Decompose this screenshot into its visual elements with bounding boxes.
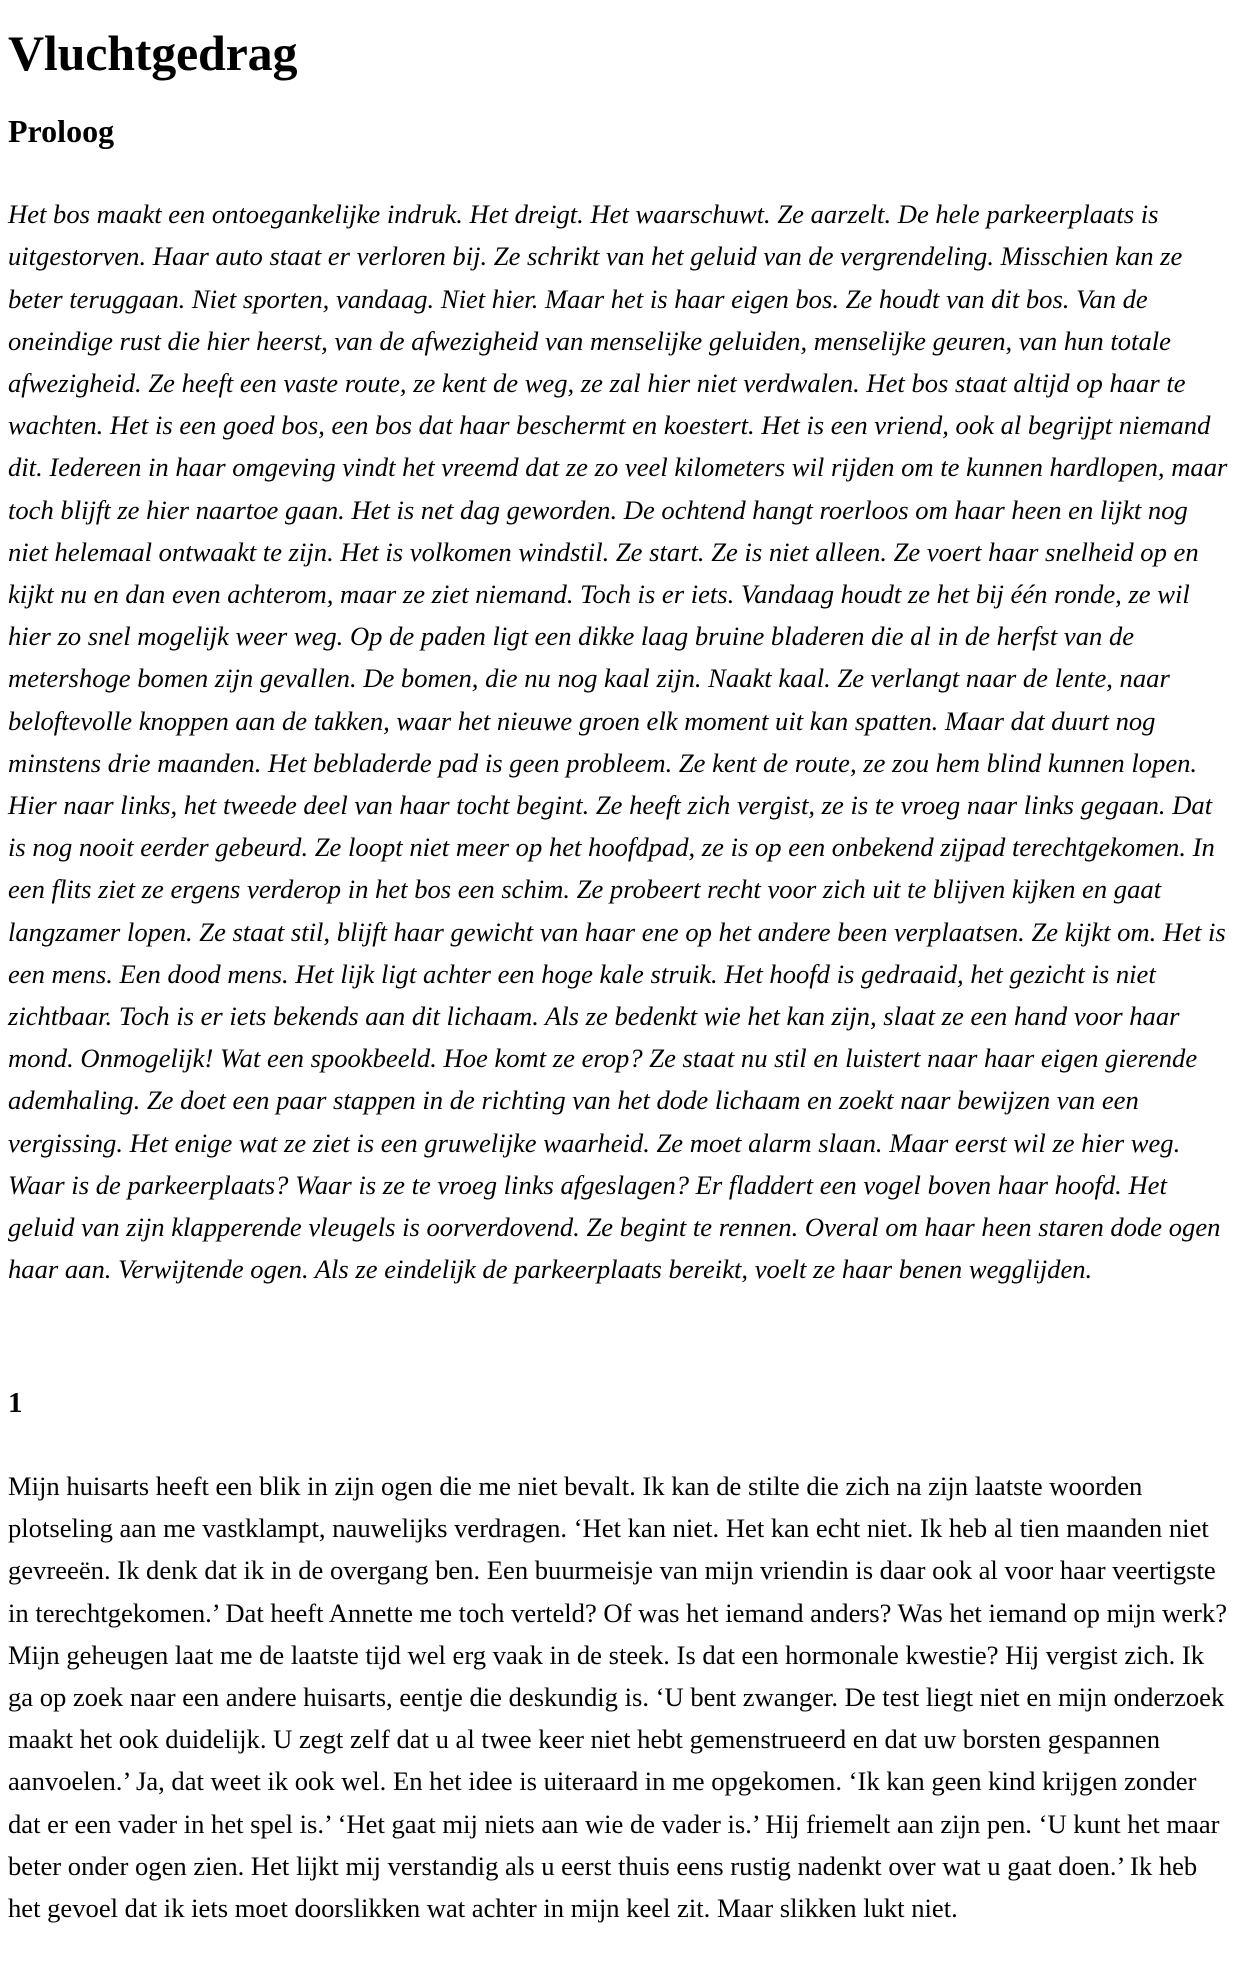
chapter-one-heading: 1 xyxy=(8,1387,23,1420)
chapter-one-paragraph: Mijn huisarts heeft een blik in zijn ogen die me niet bevalt. Ik kan de stilte die zich na zijn laatste woorden plotseling aan me vastklampt, nauwelijks verdragen. ‘Het kan niet. Het kan echt niet. Ik heb al tien maanden niet gevreeën. Ik denk dat ik in de overgang ben. Een buurmeisje van mijn vriendin is daar ook al voor haar veertigste in terechtgekomen.’ Dat heeft Annette me toch verteld? Of was het iemand anders? Was het iemand op mijn werk? Mijn geheugen laat me de laatste tijd wel erg vaak in de steek. Is dat een hormonale kwestie? Hij vergist zich. Ik ga op zoek naar een andere huisarts, eentje die deskundig is. ‘U bent zwanger. De test liegt niet en mijn onderzoek maakt het ook duidelijk. U zegt zelf dat u al twee keer niet hebt gemenstrueerd en dat uw borsten gespannen aanvoelen.’ Ja, dat weet ik ook wel. En het idee is uiteraard in me opgekomen. ‘Ik kan geen kind krijgen zonder dat er een vader in het spel is.’ ‘Het gaat mij niets aan wie de vader is.’ Hij friemelt aan zijn pen. ‘U kunt het maar beter onder ogen zien. Het lijkt mij verstandig als u eerst thuis eens rustig nadenkt over wat u gaat doen.’ Ik heb het gevoel dat ik iets moet doorslikken wat achter in mijn keel zit. Maar slikken lukt niet. xyxy=(8,1470,1227,1923)
prologue-heading: Proloog xyxy=(8,113,115,149)
prologue-paragraph: Het bos maakt een ontoegankelijke indruk. Het dreigt. Het waarschuwt. Ze aarzelt. De hele parkeerplaats is uitgestorven. Haar auto staat er verloren bij. Ze schrikt van het geluid van de vergrendeling. Misschien kan ze beter teruggaan. Niet sporten, vandaag. Niet hier. Maar het is haar eigen bos. Ze houdt van dit bos. Van de oneindige rust die hier heerst, van de afwezigheid van menselijke geluiden, menselijke geuren, van hun totale afwezigheid. Ze heeft een vaste route, ze kent de weg, ze zal hier niet verdwalen. Het bos staat altijd op haar te wachten. Het is een goed bos, een bos dat haar beschermt en koestert. Het is een vriend, ook al begrijpt niemand dit. Iedereen in haar omgeving vindt het vreemd dat ze zo veel kilometers wil rijden om te kunnen hardlopen, maar toch blijft ze hier naartoe gaan. Het is net dag geworden. De ochtend hangt roerloos om haar heen en lijkt nog niet helemaal ontwaakt te zijn. Het is volkomen windstil. Ze start. Ze is niet alleen. Ze voert haar snelheid op en kijkt nu en dan even achterom, maar ze ziet niemand. Toch is er iets. Vandaag houdt ze het bij één ronde, ze wil hier zo snel mogelijk weer weg. Op de paden ligt een dikke laag bruine bladeren die al in de herfst van de metershoge bomen zijn gevallen. De bomen, die nu nog kaal zijn. Naakt kaal. Ze verlangt naar de lente, naar beloftevolle knoppen aan de takken, waar het nieuwe groen elk moment uit kan spatten. Maar dat duurt nog minstens drie maanden. Het bebladerde pad is geen probleem. Ze kent de route, ze zou hem blind kunnen lopen. Hier naar links, het tweede deel van haar tocht begint. Ze heeft zich vergist, ze is te vroeg naar links gegaan. Dat is nog nooit eerder gebeurd. Ze loopt niet meer op het hoofdpad, ze is op een onbekend zijpad terechtgekomen. In een flits ziet ze ergens verderop in het bos een schim. Ze probeert recht voor zich uit te blijven kijken en gaat langzamer lopen. Ze staat stil, blijft haar gewicht van haar ene op het andere been verplaatsen. Ze kijkt om. Het is een mens. Een dood mens. Het lijk ligt achter een hoge kale struik. Het hoofd is gedraaid, het gezicht is niet zichtbaar. Toch is er iets bekends aan dit lichaam. Als ze bedenkt wie het kan zijn, slaat ze een hand voor haar mond. Onmogelijk! Wat een spookbeeld. Hoe komt ze erop? Ze staat nu stil en luistert naar haar eigen gierende ademhaling. Ze doet een paar stappen in de richting van het dode lichaam en zoekt naar bewijzen van een vergissing. Het enige wat ze ziet is een gruwelijke waarheid. Ze moet alarm slaan. Maar eerst wil ze hier weg. Waar is de parkeerplaats? Waar is ze te vroeg links afgeslagen? Er fladdert een vogel boven haar hoofd. Het geluid van zijn klapperende vleugels is oorverdovend. Ze begint te rennen. Overal om haar heen staren dode ogen haar aan. Verwijtende ogen. Als ze eindelijk de parkeerplaats bereikt, voelt ze haar benen wegglijden. xyxy=(8,199,1228,1285)
page-title: Vluchtgedrag xyxy=(8,25,298,81)
